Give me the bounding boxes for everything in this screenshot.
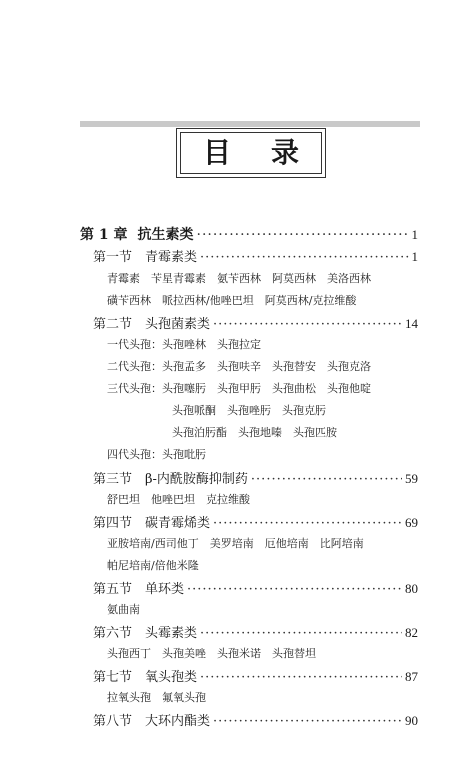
drug-list-line: 头孢泊肟酯 头孢地嗪 头孢匹胺 <box>172 426 337 439</box>
section-page: 69 <box>405 515 418 530</box>
section-number: 第八节 <box>93 714 133 729</box>
toc-section-2[interactable] <box>93 313 418 332</box>
drug-list-line: 舒巴坦 他唑巴坦 克拉维酸 <box>107 493 250 506</box>
section-number: 第二节 <box>93 317 133 332</box>
drug-list-line: 青霉素 苄星青霉素 氨苄西林 阿莫西林 美洛西林 <box>107 272 371 285</box>
drug-list-line: 拉氧头孢 氟氧头孢 <box>107 691 206 704</box>
section-title: 青霉素类 <box>145 250 198 265</box>
leader-dots <box>197 227 409 243</box>
section-page: 82 <box>405 625 418 640</box>
leader-dots <box>200 626 402 641</box>
contents-title-char-2: 录 <box>270 136 299 169</box>
section-title: 大环内酯类 <box>145 714 211 729</box>
section-title: 头孢菌素类 <box>145 317 211 332</box>
leader-dots <box>251 472 402 487</box>
section-number: 第七节 <box>93 670 133 685</box>
toc-section-1[interactable] <box>93 246 418 265</box>
toc-section-7[interactable] <box>93 666 418 685</box>
section-title: 单环类 <box>145 582 185 597</box>
section-page: 80 <box>405 581 418 596</box>
section-title: β-内酰胺酶抑制药 <box>145 472 248 487</box>
section-title: 碳青霉烯类 <box>145 516 211 531</box>
section-title: 氧头孢类 <box>145 670 198 685</box>
section-page: 14 <box>405 316 418 331</box>
leader-dots <box>213 714 402 729</box>
chapter-title: 抗生素类 <box>137 227 194 243</box>
chapter-page: 1 <box>411 227 418 242</box>
drug-list-line: 头孢哌酮 头孢唑肟 头孢克肟 <box>172 404 326 417</box>
leader-dots <box>187 582 402 597</box>
toc-chapter-1[interactable] <box>80 224 418 244</box>
drug-list-line: 亚胺培南/西司他丁 美罗培南 厄他培南 比阿培南 <box>107 537 364 550</box>
section-page: 1 <box>411 249 418 264</box>
section-number: 第五节 <box>93 582 133 597</box>
chapter-number: 第 1 章 <box>80 227 128 243</box>
drug-list-line: 一代头孢：头孢唑林 头孢拉定 <box>107 338 261 351</box>
contents-title-frame <box>176 128 326 178</box>
section-number: 第一节 <box>93 250 133 265</box>
contents-title-char-1: 目 <box>203 136 232 169</box>
leader-dots <box>213 516 402 531</box>
drug-list-line: 帕尼培南/倍他米隆 <box>107 559 199 572</box>
toc-section-4[interactable] <box>93 512 418 531</box>
section-page: 90 <box>405 713 418 728</box>
leader-dots <box>213 317 402 332</box>
drug-list-line: 磺苄西林 哌拉西林/他唑巴坦 阿莫西林/克拉维酸 <box>107 294 357 307</box>
section-page: 59 <box>405 471 418 486</box>
section-number: 第三节 <box>93 472 133 487</box>
drug-list-line: 二代头孢：头孢孟多 头孢呋辛 头孢替安 头孢克洛 <box>107 360 371 373</box>
contents-title-inner-frame <box>180 132 322 174</box>
header-band <box>80 121 420 127</box>
toc-section-5[interactable] <box>93 578 418 597</box>
section-number: 第六节 <box>93 626 133 641</box>
section-page: 87 <box>405 669 418 684</box>
leader-dots <box>200 670 402 685</box>
drug-list-line: 头孢西丁 头孢美唑 头孢米诺 头孢替坦 <box>107 647 316 660</box>
section-title: 头霉素类 <box>145 626 198 641</box>
drug-list-line: 四代头孢：头孢吡肟 <box>107 448 206 461</box>
section-number: 第四节 <box>93 516 133 531</box>
drug-list-line: 三代头孢：头孢噻肟 头孢甲肟 头孢曲松 头孢他啶 <box>107 382 371 395</box>
toc-section-6[interactable] <box>93 622 418 641</box>
toc-section-3[interactable] <box>93 468 418 487</box>
drug-list-line: 氨曲南 <box>107 603 140 616</box>
toc-section-8[interactable] <box>93 710 418 729</box>
leader-dots <box>200 250 408 265</box>
